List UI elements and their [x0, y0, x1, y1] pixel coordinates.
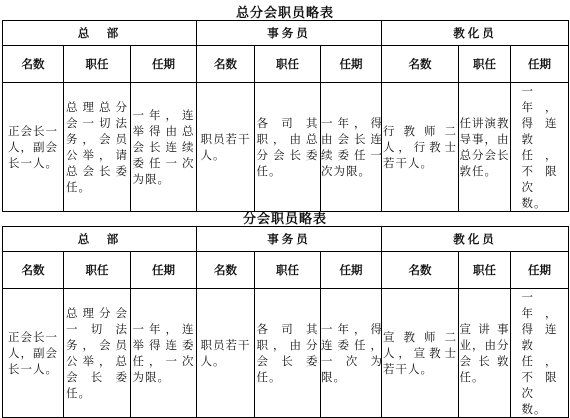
- table-cell: 职员若干人。: [200, 338, 251, 368]
- branch-staff-table: [2, 226, 569, 418]
- header-term: 任期: [511, 252, 569, 289]
- header-count: 名数: [3, 252, 64, 289]
- table-cell: 任讲演教导事，由总分会长敦任。: [459, 116, 510, 178]
- table-cell: 行教师二人，行教士若干人。: [383, 124, 458, 170]
- table-cell: 一年，得连敦任，不限次数。: [521, 84, 558, 210]
- header-duty: 职任: [255, 252, 321, 289]
- header-count: 名数: [197, 46, 255, 83]
- table-cell: 一年，得连委任，一次为限。: [321, 322, 384, 384]
- group-teachers: 教化员: [382, 227, 569, 252]
- group-headquarters: 总 部: [3, 21, 197, 46]
- table2-title: 分会职员略表: [242, 212, 327, 227]
- header-duty: 职任: [255, 46, 321, 83]
- table-cell: 一年，得连敦任，不限次数。: [521, 290, 558, 416]
- group-clerks: 事务员: [197, 227, 382, 252]
- header-duty: 职任: [64, 46, 131, 83]
- table-cell: 各司其职，由分会长委任。: [256, 322, 319, 384]
- group-clerks: 事务员: [197, 21, 382, 46]
- table-cell: 各司其职，由总分会长委任。: [256, 116, 319, 178]
- table-cell: 宣教师二人，宣教士若干人。: [383, 330, 458, 376]
- group-teachers: 教化员: [382, 21, 569, 46]
- headquarters-staff-table: [2, 20, 569, 212]
- header-duty: 职任: [459, 46, 511, 83]
- group-headquarters: 总 部: [3, 227, 197, 252]
- table-cell: 一年，得由会长连续委任一次为限。: [321, 116, 384, 178]
- header-term: 任期: [131, 252, 197, 289]
- header-term: 任期: [131, 46, 197, 83]
- table-cell: 一年，连举得连委任，一次为限。: [132, 322, 195, 384]
- header-count: 名数: [197, 252, 255, 289]
- table-cell: 宣讲事业，由分会长敦任。: [459, 322, 510, 384]
- table-cell: 总理总分会一切法务，会员公举，请总会长委任。: [66, 100, 128, 194]
- header-count: 名数: [382, 252, 459, 289]
- header-term: 任期: [511, 46, 569, 83]
- table-cell: 正会长一人，副会长一人。: [8, 330, 58, 376]
- header-duty: 职任: [459, 252, 511, 289]
- header-duty: 职任: [64, 252, 131, 289]
- table-cell: 总理分会一切法务，会员公举，总会长委任。: [66, 306, 128, 400]
- table-cell: 一年，连举得由总会长连续委任一次为限。: [132, 108, 195, 186]
- header-count: 名数: [3, 46, 64, 83]
- table-cell: 正会长一人，副会长一人。: [8, 124, 58, 170]
- table-cell: 职员若干人。: [200, 132, 251, 162]
- header-term: 任期: [321, 252, 382, 289]
- table1-title: 总分会职员略表: [235, 6, 334, 21]
- header-count: 名数: [382, 46, 459, 83]
- header-term: 任期: [321, 46, 382, 83]
